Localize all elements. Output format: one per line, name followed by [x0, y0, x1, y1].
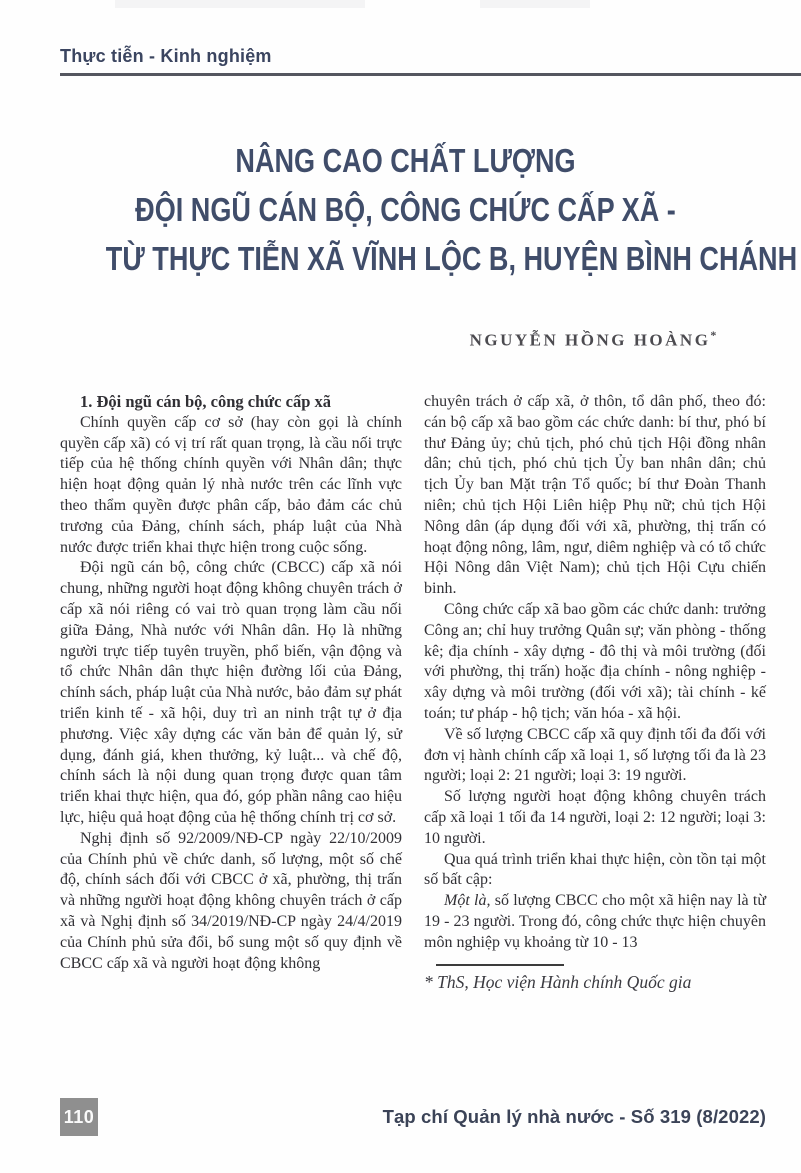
- title-line-1: NÂNG CAO CHẤT LƯỢNG: [235, 142, 576, 179]
- footnote: [424, 964, 766, 993]
- section-heading: 1. Đội ngũ cán bộ, công chức cấp xã: [80, 392, 332, 411]
- title-line-2: ĐỘI NGŨ CÁN BỘ, CÔNG CHỨC CẤP XÃ -: [135, 191, 676, 228]
- article-title: [40, 136, 798, 283]
- paragraph: Nghị định số 92/2009/NĐ-CP ngày 22/10/2009 của Chính phủ về chức danh, số lượng, một số chế độ, chính sách đối với CBCC ở xã, phường, thị trấn và những người hoạt động không chuyên trách ở cấp xã và Nghị định số 34/2019/NĐ-CP ngày 24/4/2019 của Chính phủ sửa đổi, bổ sung một số quy định về CBCC cấp xã và người hoạt động không: [60, 829, 402, 972]
- footnote-marker: *: [424, 971, 433, 992]
- scan-artifact: [235, 0, 365, 8]
- paragraph: Đội ngũ cán bộ, công chức (CBCC) cấp xã nói chung, những người hoạt động không chuyên trách ở cấp xã nói riêng có vai trò quan trọng làm cầu nối giữa Đảng, Nhà nước với Nhân dân. Họ là những người trực tiếp tuyên truyền, phổ biến, vận động và tổ chức Nhân dân thực hiện đường lối của Đảng, chính sách, pháp luật của Nhà nước, bảo đảm sự phát triển kinh tế - xã hội, duy trì an ninh trật tự ở địa phương. Việc xây dựng các văn bản để quản lý, sử dụng, đánh giá, khen thưởng, kỷ luật... và chế độ, chính sách là nội dung quan trọng được quan tâm triển khai thực hiện, qua đó, góp phần nâng cao hiệu lực, hiệu quả hoạt động của hệ thống chính trị cơ sở.: [60, 559, 402, 826]
- emphasis-lead: Một là,: [444, 892, 491, 910]
- section-label: Thực tiễn - Kinh nghiệm: [60, 46, 272, 66]
- author-footnote-marker: *: [710, 328, 717, 342]
- scan-artifact: [480, 0, 590, 8]
- paragraph: Số lượng người hoạt động không chuyên trách cấp xã loại 1 tối đa 14 người, loại 2: 12 người; loại 3: 10 người.: [424, 788, 766, 847]
- paragraph-continuation: chuyên trách ở cấp xã, ở thôn, tổ dân phố, theo đó: cán bộ cấp xã bao gồm các chức danh: bí thư, phó bí thư Đảng ủy; chủ tịch, phó chủ tịch Hội đồng nhân dân; chủ tịch, phó chủ tịch Ủy ban nhân dân; chủ tịch Ủy ban Mặt trận Tổ quốc; bí thư Đoàn Thanh niên; chủ tịch Hội Liên hiệp Phụ nữ; chủ tịch Hội Nông dân (áp dụng đối với xã, phường, thị trấn có hoạt động nông, lâm, ngư, diêm nghiệp và có tổ chức Hội Nông dân Việt Nam); chủ tịch Hội Cựu chiến binh.: [424, 393, 766, 598]
- author-name: NGUYỄN HỒNG HOÀNG: [469, 330, 711, 350]
- right-column: [424, 392, 766, 992]
- footnote-body: ThS, Học viện Hành chính Quốc gia: [432, 971, 692, 992]
- journal-info: Tạp chí Quản lý nhà nước - Số 319 (8/2022): [382, 1106, 766, 1127]
- paragraph: Về số lượng CBCC cấp xã quy định tối đa đối với đơn vị hành chính cấp xã loại 1, số lượng tối đa là 23 người; loại 2: 21 người; loại 3: 19 người.: [424, 725, 766, 785]
- footnote-rule: [436, 964, 564, 966]
- page-number-badge: 110: [60, 1098, 98, 1136]
- paragraph: Chính quyền cấp cơ sở (hay còn gọi là chính quyền cấp xã) có vị trí rất quan trọng, là cầu nối trực tiếp của hệ thống chính quyền với Nhân dân; thực hiện hoạt động quản lý nhà nước trên các lĩnh vực theo thẩm quyền được phân cấp, bảo đảm các chủ trương của Đảng, chính sách, pháp luật của Nhà nước được triển khai thực hiện trong cuộc sống.: [60, 413, 402, 556]
- paragraph: Công chức cấp xã bao gồm các chức danh: trưởng Công an; chỉ huy trưởng Quân sự; văn phòng - thống kê; địa chính - xây dựng - đô thị và môi trường (đối với phường, thị trấn) hoặc địa chính - nông nghiệp - xây dựng và môi trường (đối với xã); tài chính - kế toán; tư pháp - hộ tịch; văn hóa - xã hội.: [424, 600, 766, 722]
- header-rule: [60, 73, 801, 76]
- page-header: [60, 46, 801, 67]
- scan-artifact: [115, 0, 235, 8]
- footnote-text: [424, 972, 766, 993]
- author-line: [420, 328, 766, 351]
- paragraph: Qua quá trình triển khai thực hiện, còn tồn tại một số bất cập:: [424, 850, 766, 889]
- left-column: [60, 392, 402, 992]
- emphasis-rest: số lượng CBCC cho một xã hiện nay là từ 19 - 23 người. Trong đó, công chức thực hiện chuyên môn nghiệp vụ khoảng từ 10 - 13: [424, 892, 766, 951]
- paragraph-emphasis: [424, 891, 766, 953]
- page-footer: [60, 1097, 766, 1137]
- title-line-3: TỪ THỰC TIỄN XÃ VĨNH LỘC B, HUYỆN BÌNH CHÁNH: [105, 240, 798, 277]
- body-columns: [60, 392, 766, 992]
